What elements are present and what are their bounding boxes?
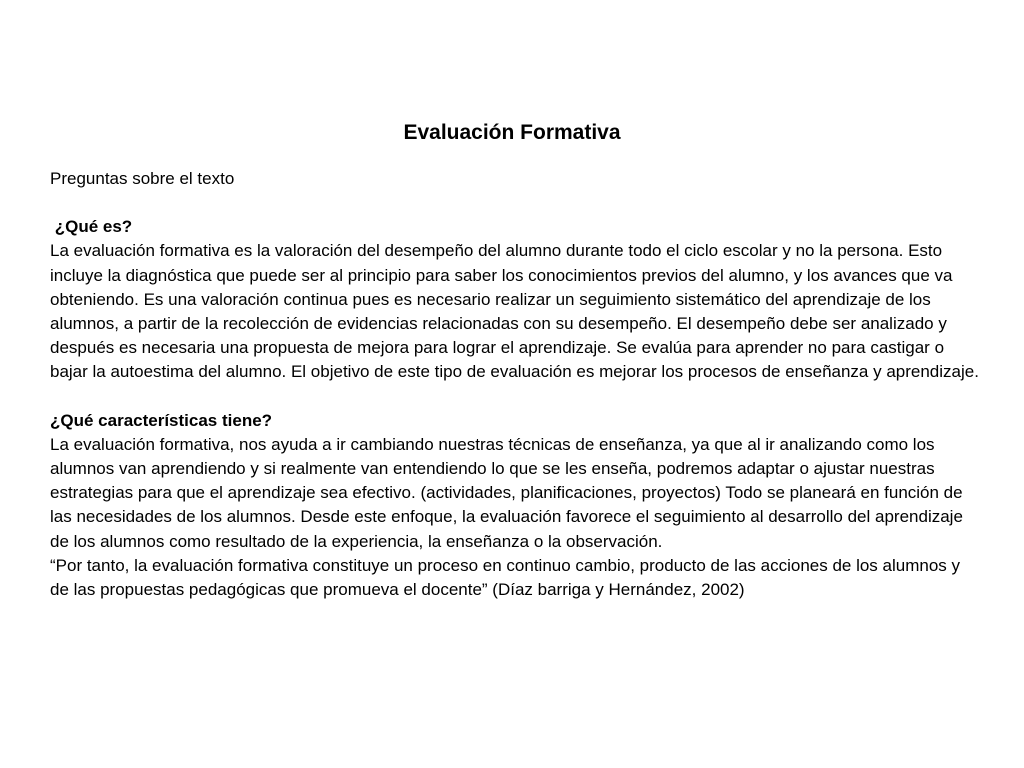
question-heading-what-is: ¿Qué es? <box>50 217 133 237</box>
slide-content <box>50 167 980 602</box>
answer-characteristics: La evaluación formativa, nos ayuda a ir cambiando nuestras técnicas de enseñanza, ya que al ir analizando como los alumnos van aprendiendo y si realmente van entendiendo lo que se les enseña, podremos adaptar o ajustar nuestras estrategias para que el aprendizaje sea efectivo. (actividades, planificaciones, proyectos) Todo se planeará en función de las necesidades de los alumnos. Desde este enfoque, la evaluación favorece el seguimiento al desarrollo del aprendizaje de los alumnos como resultado de la experiencia, la enseñanza o la observación. <box>50 434 963 551</box>
spacer <box>50 191 980 215</box>
spacer <box>50 385 980 409</box>
question-heading-characteristics: ¿Qué características tiene? <box>50 410 273 430</box>
slide-title: Evaluación Formativa <box>403 121 621 144</box>
subtitle: Preguntas sobre el texto <box>50 169 235 188</box>
citation-quote: “Por tanto, la evaluación formativa constituye un proceso en continuo cambio, producto de las acciones de los alumnos y de las propuestas pedagógicas que promueva el docente” (Díaz barriga y Hernández, 2002) <box>50 555 961 600</box>
answer-what-is: La evaluación formativa es la valoración del desempeño del alumno durante todo el ciclo escolar y no la persona. Esto incluye la diagnóstica que puede ser al principio para saber los conocimientos previos del alumno, y los avances que va obteniendo. Es una valoración continua pues es necesario realizar un seguimiento sistemático del aprendizaje de los alumnos, a partir de la recolección de evidencias relacionadas con su desempeño. El desempeño debe ser analizado y después es necesaria una propuesta de mejora para lograr el aprendizaje. Se evalúa para aprender no para castigar o bajar la autoestima del alumno. El objetivo de este tipo de evaluación es mejorar los procesos de enseñanza y aprendizaje. <box>50 241 979 382</box>
